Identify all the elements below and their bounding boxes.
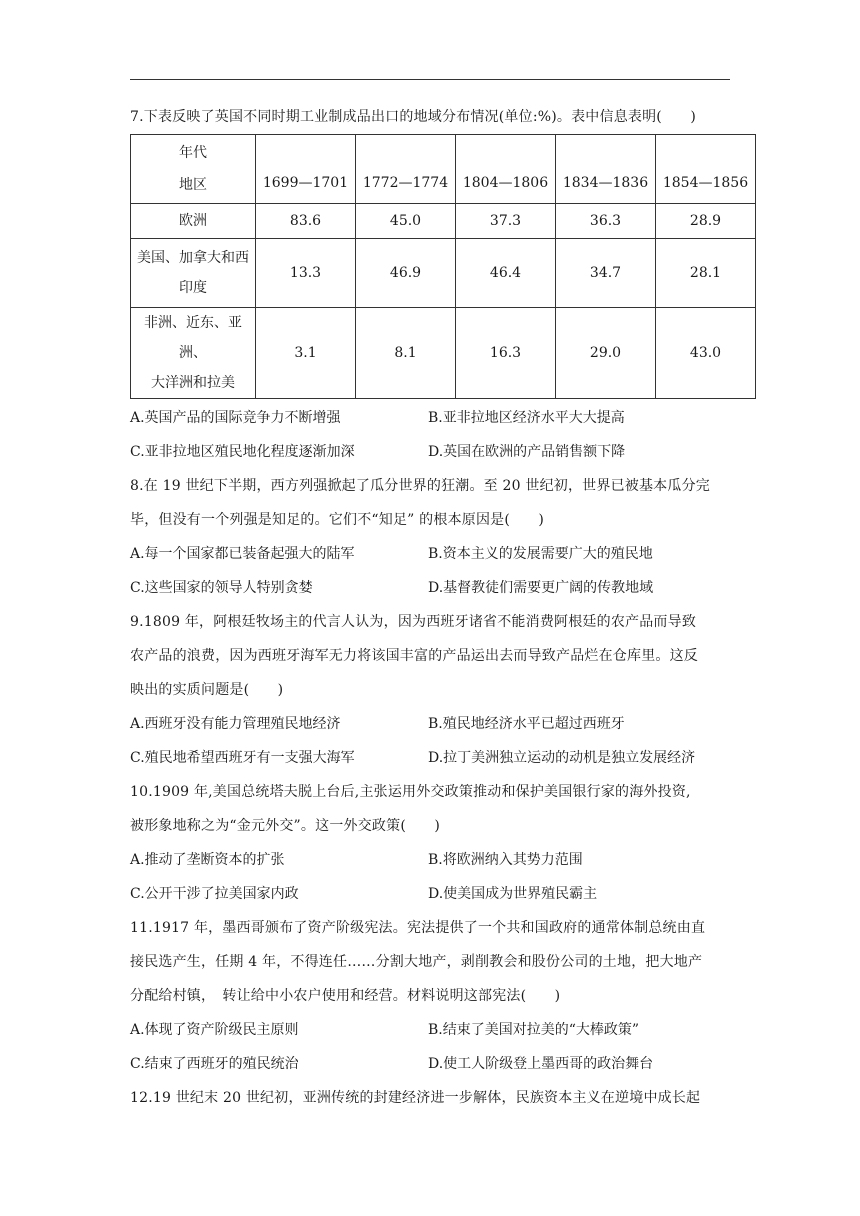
q9-option-a[interactable]: A.西班牙没有能力管理殖民地经济 [130, 716, 341, 732]
q9-stem-line: 9.1809 年，阿根廷牧场主的代言人认为，因为西班牙诸省不能消费阿根廷的农产品而导致 [130, 614, 697, 630]
q10-options-row-2 [130, 877, 756, 911]
year-header: 1834—1836 [556, 135, 656, 204]
q9-option-b[interactable]: B.殖民地经济水平已超过西班牙 [428, 716, 625, 732]
value-cell: 8.1 [356, 308, 456, 399]
q7-option-d[interactable]: D.英国在欧洲的产品销售额下降 [428, 444, 626, 460]
region-cell: 欧洲 [131, 204, 256, 239]
q9-options-row-1 [130, 707, 756, 741]
value-cell: 36.3 [556, 204, 656, 239]
year-header: 1804—1806 [456, 135, 556, 204]
q8-option-a[interactable]: A.每一个国家都已装备起强大的陆军 [130, 546, 355, 562]
exam-page [130, 100, 756, 1115]
year-header: 1854—1856 [656, 135, 756, 204]
q7-option-c[interactable]: C.亚非拉地区殖民地化程度逐渐加深 [130, 444, 355, 460]
q8-option-d[interactable]: D.基督教徒们需要更广阔的传教地域 [428, 580, 654, 596]
q10-stem-line: 10.1909 年,美国总统塔夫脱上台后,主张运用外交政策推动和保护美国银行家的海外投资, [130, 784, 691, 800]
value-cell: 37.3 [456, 204, 556, 239]
q7-option-a[interactable]: A.英国产品的国际竞争力不断增强 [130, 410, 341, 426]
q8-option-b[interactable]: B.资本主义的发展需要广大的殖民地 [428, 546, 653, 562]
q10-option-b[interactable]: B.将欧洲纳入其势力范围 [428, 852, 583, 868]
q9-stem-line: 农产品的浪费，因为西班牙海军无力将该国丰富的产品运出去而导致产品烂在仓库里。这反 [130, 648, 698, 664]
table-row [131, 308, 756, 399]
value-cell: 3.1 [256, 308, 356, 399]
q8-option-c[interactable]: C.这些国家的领导人特别贪婪 [130, 580, 313, 596]
q10-option-d[interactable]: D.使美国成为世界殖民霸主 [428, 886, 598, 902]
value-cell: 45.0 [356, 204, 456, 239]
corner-label-year: 年代 [179, 145, 207, 161]
q11-option-b[interactable]: B.结束了美国对拉美的“大棒政策” [428, 1022, 640, 1038]
q7-options-row-2 [130, 435, 756, 469]
q10-option-c[interactable]: C.公开干涉了拉美国家内政 [130, 886, 299, 902]
q9-options-row-2 [130, 741, 756, 775]
value-cell: 13.3 [256, 239, 356, 308]
value-cell: 28.9 [656, 204, 756, 239]
q8-stem-line: 毕，但没有一个列强是知足的。它们不“知足” 的根本原因是( ) [130, 512, 545, 528]
q11-option-c[interactable]: C.结束了西班牙的殖民统治 [130, 1056, 299, 1072]
q9-option-d[interactable]: D.拉丁美洲独立运动的动机是独立发展经济 [428, 750, 696, 766]
q11-stem-line: 分配给村镇， 转让给中小农户使用和经营。材料说明这部宪法( ) [130, 988, 561, 1004]
q7-option-b[interactable]: B.亚非拉地区经济水平大大提高 [428, 410, 625, 426]
value-cell: 46.4 [456, 239, 556, 308]
value-cell: 16.3 [456, 308, 556, 399]
value-cell: 34.7 [556, 239, 656, 308]
q9-stem-line: 映出的实质问题是( ) [130, 682, 284, 698]
q10-option-a[interactable]: A.推动了垄断资本的扩张 [130, 852, 285, 868]
q10-stem-line: 被形象地称之为“金元外交”。这一外交政策( ) [130, 818, 441, 834]
value-cell: 28.1 [656, 239, 756, 308]
q9-option-c[interactable]: C.殖民地希望西班牙有一支强大海军 [130, 750, 355, 766]
year-header: 1772—1774 [356, 135, 456, 204]
q11-options-row-2 [130, 1047, 756, 1081]
q8-options-row-1 [130, 537, 756, 571]
q10-options-row-1 [130, 843, 756, 877]
corner-label-region: 地区 [179, 177, 207, 193]
region-cell: 非洲、近东、亚洲、 大洋洲和拉美 [131, 308, 256, 399]
q11-stem-line: 11.1917 年，墨西哥颁布了资产阶级宪法。宪法提供了一个共和国政府的通常体制总统由直 [130, 920, 706, 936]
q11-option-a[interactable]: A.体现了资产阶级民主原则 [130, 1022, 299, 1038]
q12-stem-line: 12.19 世纪末 20 世纪初，亚洲传统的封建经济进一步解体，民族资本主义在逆境中成长起 [130, 1090, 701, 1106]
q11-options-row-1 [130, 1013, 756, 1047]
value-cell: 46.9 [356, 239, 456, 308]
q7-table [130, 134, 756, 399]
header-rule [130, 79, 730, 80]
q11-option-d[interactable]: D.使工人阶级登上墨西哥的政治舞台 [428, 1056, 654, 1072]
q7-stem: 7.下表反映了英国不同时期工业制成品出口的地域分布情况(单位:%)。表中信息表明( ) [130, 109, 697, 125]
year-header: 1699—1701 [256, 135, 356, 204]
q8-options-row-2 [130, 571, 756, 605]
region-cell: 美国、加拿大和西 印度 [131, 239, 256, 308]
value-cell: 43.0 [656, 308, 756, 399]
table-row [131, 204, 756, 239]
value-cell: 83.6 [256, 204, 356, 239]
value-cell: 29.0 [556, 308, 656, 399]
q11-stem-line: 接民选产生，任期 4 年，不得连任……分割大地产，剥削教会和股份公司的土地，把大地产 [130, 954, 703, 970]
table-corner-cell [131, 135, 256, 204]
q7-options-row-1 [130, 401, 756, 435]
q8-stem-line: 8.在 19 世纪下半期，西方列强掀起了瓜分世界的狂潮。至 20 世纪初，世界已被基本瓜分完 [130, 478, 710, 494]
table-row [131, 239, 756, 308]
